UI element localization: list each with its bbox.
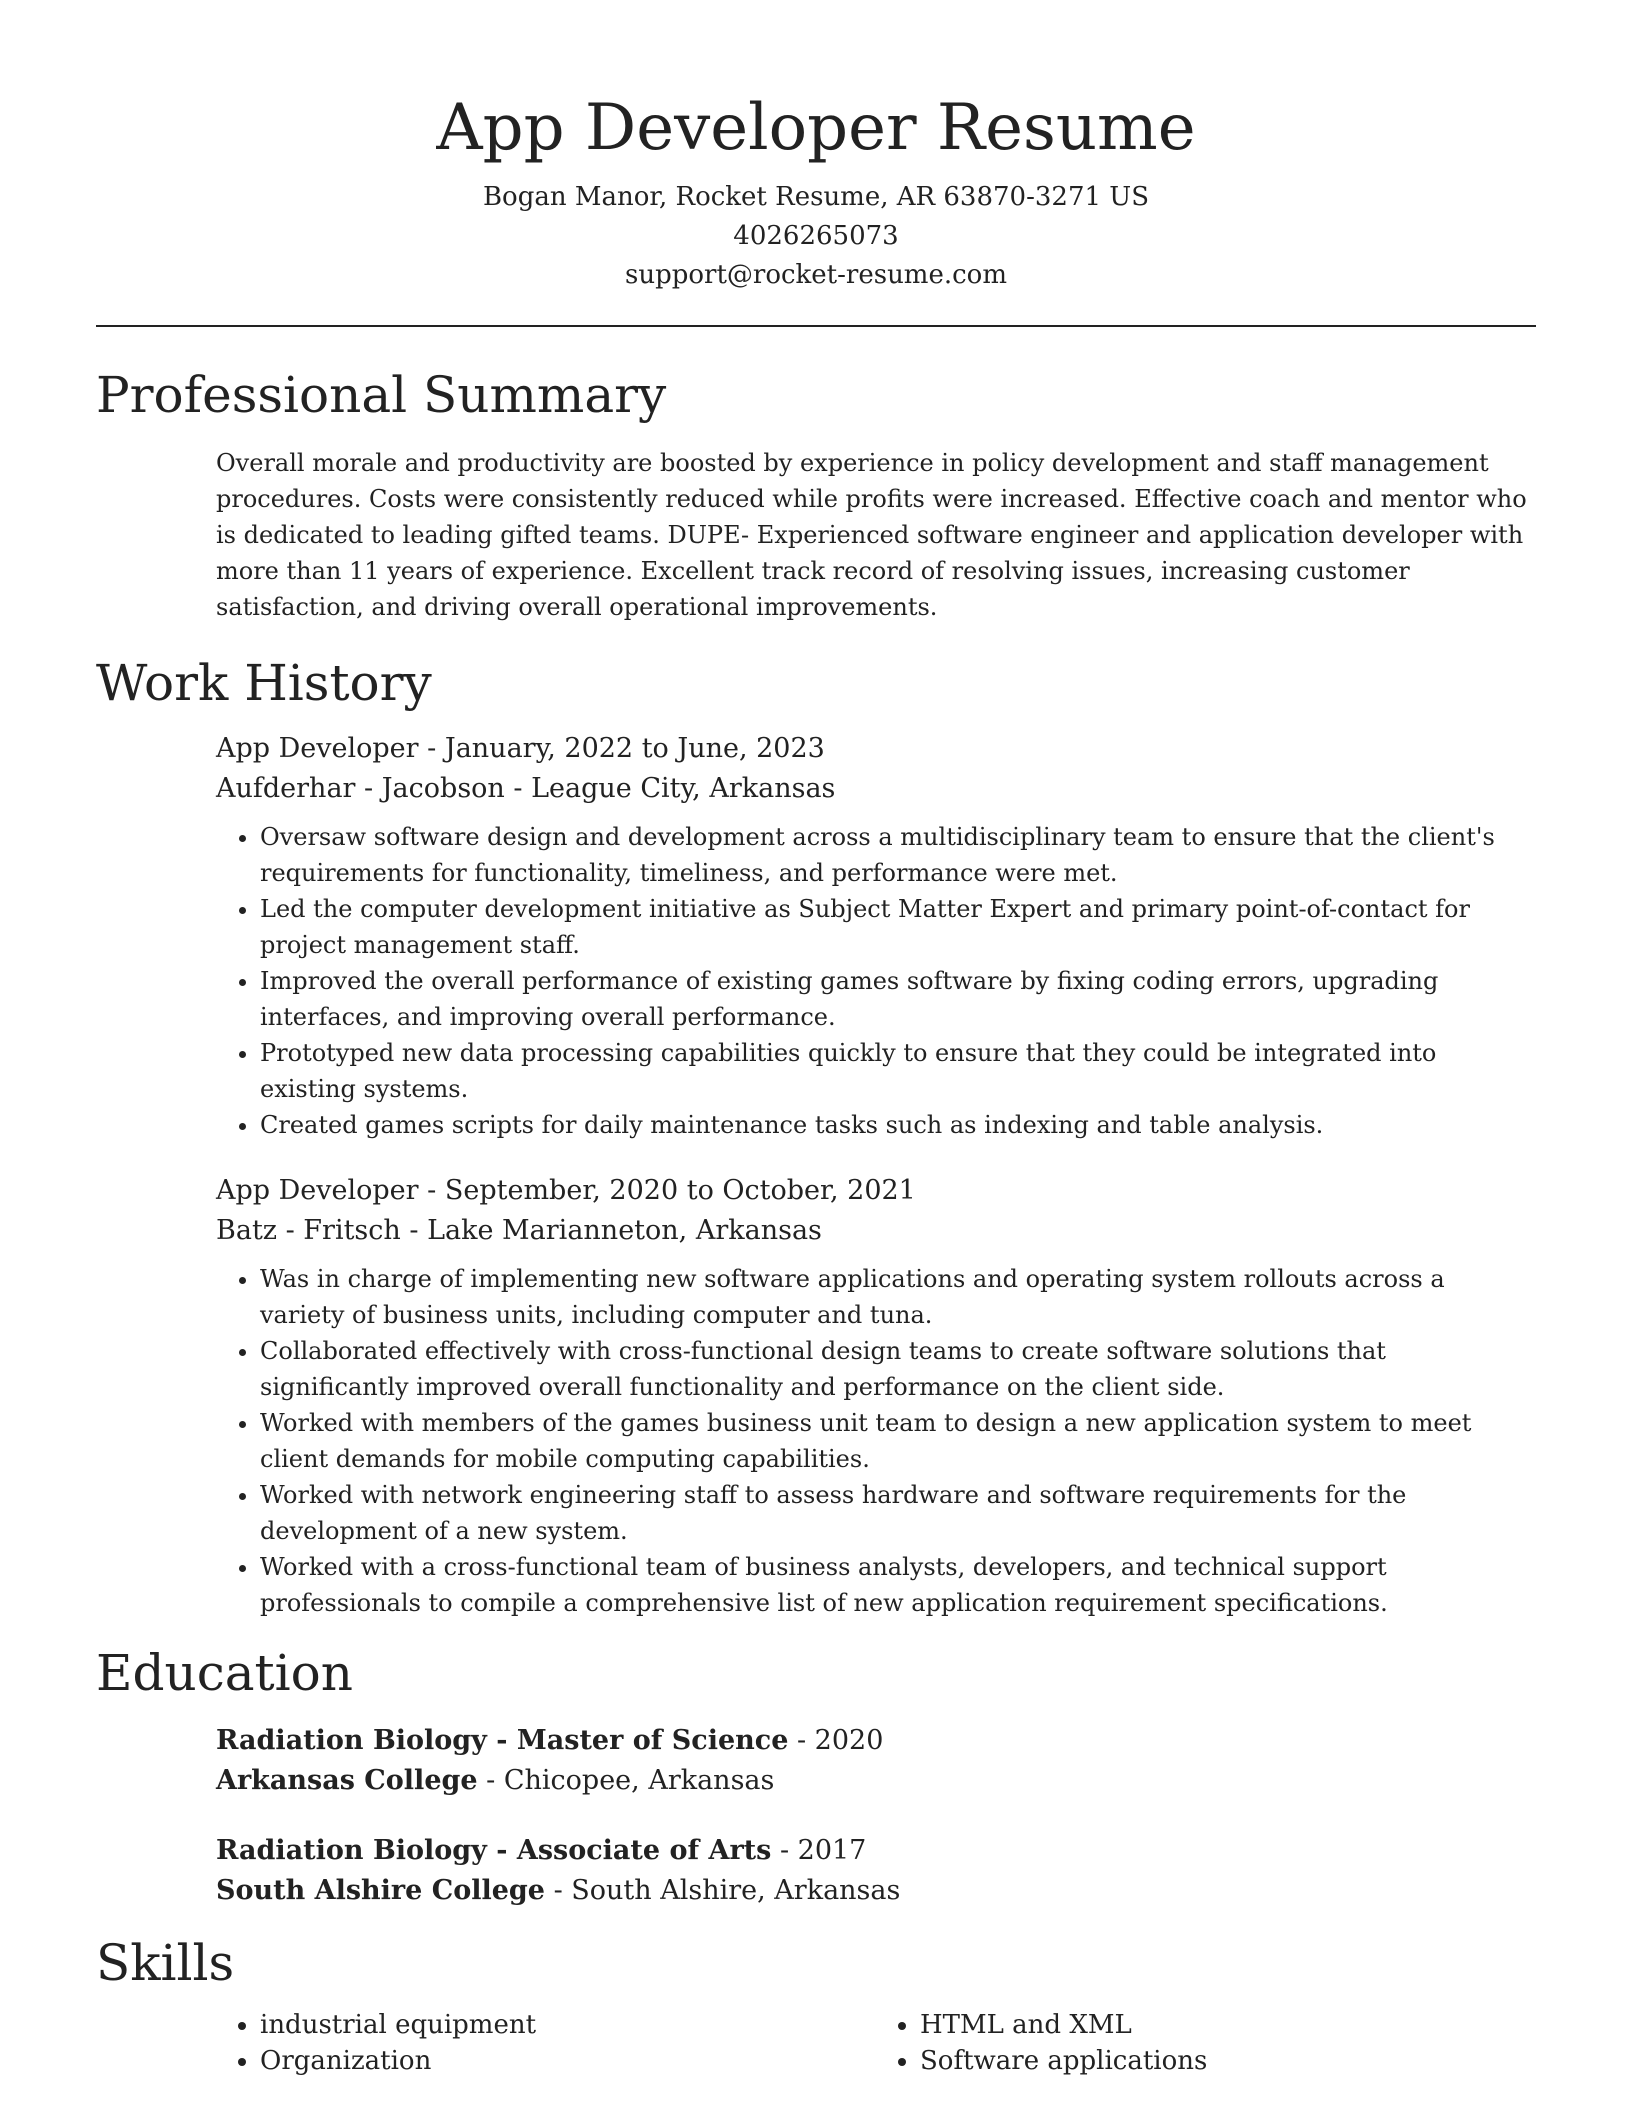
skills-list-right — [876, 2007, 1536, 2079]
education-school: South Alshire College — [216, 1875, 545, 1906]
job-bullet: • Created games scripts for daily maintenance tasks such as indexing and table analysis. — [260, 1107, 1536, 1143]
job-dates: - January, 2022 to June, 2023 — [418, 733, 825, 764]
job-title-line — [216, 729, 1536, 769]
resume-page — [96, 0, 1536, 2079]
job-company-line — [216, 769, 1536, 809]
contact-phone: 4026265073 — [733, 221, 899, 251]
job-bullet: • Worked with members of the games business unit team to design a new application system to meet client demands for mobile computing capabilities. — [260, 1405, 1536, 1477]
job-company: Aufderhar - Jacobson — [216, 773, 505, 804]
job-bullet: • Improved the overall performance of existing games software by fixing coding errors, upgrading interfaces, and improving overall performance. — [260, 963, 1536, 1035]
skills-list-left — [216, 2007, 876, 2079]
section-title-summary: Professional Summary — [96, 366, 667, 424]
education-location: - South Alshire, Arkansas — [544, 1875, 901, 1906]
job-title-line — [216, 1171, 1536, 1211]
job-location: - League City, Arkansas — [504, 773, 836, 804]
contact-block — [96, 178, 1536, 295]
job-location: - Lake Marianneton, Arkansas — [400, 1215, 822, 1246]
education-school: Arkansas College — [216, 1765, 478, 1796]
education-degree-line — [216, 1831, 1536, 1871]
job-entry — [216, 729, 1536, 1143]
resume-title: App Developer Resume — [436, 91, 1196, 165]
job-bullet: • Led the computer development initiative as Subject Matter Expert and primary point-of-contact for project management staff. — [260, 891, 1536, 963]
skills-columns — [216, 2007, 1536, 2079]
education-entry — [216, 1831, 1536, 1911]
job-bullet: • Prototyped new data processing capabilities quickly to ensure that they could be integrated into existing systems. — [260, 1035, 1536, 1107]
section-title-education: Education — [96, 1644, 353, 1702]
job-role: App Developer — [216, 733, 419, 764]
skill-item: • Software applications — [920, 2043, 1536, 2079]
skill-item: • Organization — [260, 2043, 876, 2079]
job-bullet: • Oversaw software design and development across a multidisciplinary team to ensure that the client's requirements for functionality, timeliness, and performance were met. — [260, 819, 1536, 891]
education-year: - 2020 — [788, 1725, 884, 1756]
job-bullets — [216, 819, 1536, 1143]
contact-address: Bogan Manor, Rocket Resume, AR 63870-3271 US — [482, 182, 1150, 212]
job-bullet: • Worked with network engineering staff to assess hardware and software requirements for the development of a new system. — [260, 1477, 1536, 1549]
job-company-line — [216, 1211, 1536, 1251]
section-title-work: Work History — [96, 654, 432, 712]
education-year: - 2017 — [771, 1835, 867, 1866]
contact-email: support@rocket-resume.com — [624, 260, 1007, 290]
education-school-line — [216, 1871, 1536, 1911]
education-location: - Chicopee, Arkansas — [477, 1765, 775, 1796]
job-bullet: • Worked with a cross-functional team of business analysts, developers, and technical support professionals to compile a comprehensive list of new application requirement specifications. — [260, 1549, 1536, 1621]
skill-item: • industrial equipment — [260, 2007, 876, 2043]
education-degree: Radiation Biology - Master of Science — [216, 1725, 789, 1756]
job-role: App Developer — [216, 1175, 419, 1206]
job-entry — [216, 1171, 1536, 1621]
section-title-skills: Skills — [96, 1934, 235, 1992]
summary-text: Overall morale and productivity are boosted by experience in policy development and staff management procedures. Costs were consistently reduced while profits were increased. Effective coach and mentor who is dedicated to leading gifted teams. DUPE- Experienced software engineer and application developer with more than 11 years of experience. Excellent track record of resolving issues, increasing customer satisfaction, and driving overall operational improvements. — [216, 449, 1527, 621]
job-bullet: • Was in charge of implementing new software applications and operating system rollouts across a variety of business units, including computer and tuna. — [260, 1261, 1536, 1333]
skill-item: • HTML and XML — [920, 2007, 1536, 2043]
header-divider — [96, 325, 1536, 327]
job-bullets — [216, 1261, 1536, 1621]
job-company: Batz - Fritsch — [216, 1215, 401, 1246]
education-entry — [216, 1721, 1536, 1801]
job-dates: - September, 2020 to October, 2021 — [418, 1175, 916, 1206]
education-degree: Radiation Biology - Associate of Arts — [216, 1835, 772, 1866]
job-bullet: • Collaborated effectively with cross-functional design teams to create software solutions that significantly improved overall functionality and performance on the client side. — [260, 1333, 1536, 1405]
education-degree-line — [216, 1721, 1536, 1761]
education-school-line — [216, 1761, 1536, 1801]
